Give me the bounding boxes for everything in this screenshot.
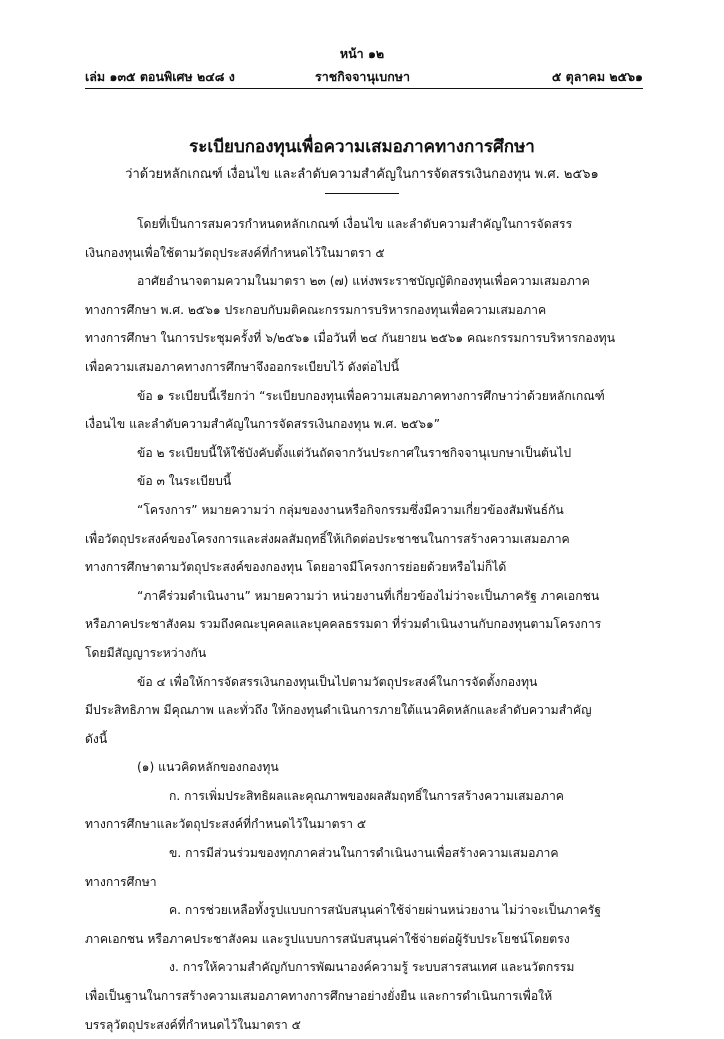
- body-line: โดยมีสัญญาระหว่างกัน: [85, 645, 207, 660]
- body-line: ค. การช่วยเหลือทั้งรูปแบบการสนับสนุนค่าใช้จ่ายผ่านหน่วยงาน ไม่ว่าจะเป็นภาครัฐ: [169, 903, 601, 918]
- body-line: ข้อ ๓ ในระเบียบนี้: [137, 474, 232, 489]
- body-line: เพื่อความเสมอภาคทางการศึกษาจึงออกระเบียบไว้ ดังต่อไปนี้: [85, 359, 400, 374]
- publication-name: ราชกิจจานุเบกษา: [315, 69, 411, 84]
- body-line: ข. การมีส่วนร่วมของทุกภาคส่วนในการดำเนินงานเพื่อสร้างความเสมอภาค: [169, 846, 559, 861]
- body-line: (๑) แนวคิดหลักของกองทุน: [137, 760, 279, 775]
- body-line: ทางการศึกษา: [85, 874, 157, 889]
- body-line: “ภาคีร่วมดำเนินงาน” หมายความว่า หน่วยงานที่เกี่ยวข้องไม่ว่าจะเป็นภาครัฐ ภาคเอกชน: [137, 588, 600, 603]
- body-line: ภาคเอกชน หรือภาคประชาสังคม และรูปแบบการสนับสนุนค่าใช้จ่ายต่อผู้รับประโยชน์โดยตรง: [85, 931, 570, 946]
- body-line: เพื่อวัตถุประสงค์ของโครงการและส่งผลสัมฤทธิ์ให้เกิดต่อประชาชนในการสร้างความเสมอภาค: [85, 531, 570, 546]
- body-line: บรรลุวัตถุประสงค์ที่กำหนดไว้ในมาตรา ๕: [85, 1017, 301, 1032]
- body-line: ทางการศึกษา ในการประชุมครั้งที่ ๖/๒๕๖๑ เมื่อวันที่ ๒๔ กันยายน ๒๕๖๑ คณะกรรมการบริหารกองทุน: [85, 331, 616, 346]
- document-body: [85, 210, 643, 1039]
- volume-issue: เล่ม ๑๓๕ ตอนพิเศษ ๒๔๘ ง: [85, 69, 235, 84]
- body-line: ง. การให้ความสำคัญกับการพัฒนาองค์ความรู้ ระบบสารสนเทศ และนวัตกรรม: [169, 960, 575, 975]
- body-line: ข้อ ๒ ระเบียบนี้ให้ใช้บังคับตั้งแต่วันถัดจากวันประกาศในราชกิจจานุเบกษาเป็นต้นไป: [137, 445, 572, 460]
- body-line: ก. การเพิ่มประสิทธิผลและคุณภาพของผลสัมฤทธิ์ในการสร้างความเสมอภาค: [169, 788, 564, 803]
- body-line: ทางการศึกษา พ.ศ. ๒๕๖๑ ประกอบกับมติคณะกรรมการบริหารกองทุนเพื่อความเสมอภาค: [85, 302, 547, 317]
- body-line: “โครงการ” หมายความว่า กลุ่มของงานหรือกิจกรรมซึ่งมีความเกี่ยวข้องสัมพันธ์กัน: [137, 502, 564, 517]
- body-line: ทางการศึกษาและวัตถุประสงค์ที่กำหนดไว้ในมาตรา ๕: [85, 817, 367, 832]
- page-number: หน้า ๑๒: [339, 46, 385, 61]
- body-line: เงินกองทุนเพื่อใช้ตามวัตถุประสงค์ที่กำหนดไว้ในมาตรา ๕: [85, 245, 385, 260]
- body-line: โดยที่เป็นการสมควรกำหนดหลักเกณฑ์ เงื่อนไข และลำดับความสำคัญในการจัดสรร: [137, 217, 573, 231]
- body-line: เงื่อนไข และลำดับความสำคัญในการจัดสรรเงินกองทุน พ.ศ. ๒๕๖๑”: [85, 417, 441, 432]
- body-line: อาศัยอำนาจตามความในมาตรา ๒๓ (๗) แห่งพระราชบัญญัติกองทุนเพื่อความเสมอภาค: [137, 274, 590, 289]
- publication-date: ๕ ตุลาคม ๒๕๖๑: [551, 69, 643, 84]
- gazette-header: [85, 67, 643, 87]
- body-line: ข้อ ๑ ระเบียบนี้เรียกว่า “ระเบียบกองทุนเพื่อความเสมอภาคทางการศึกษาว่าด้วยหลักเกณฑ์: [137, 388, 605, 403]
- body-line: เพื่อเป็นฐานในการสร้างความเสมอภาคทางการศึกษาอย่างยั่งยืน และการดำเนินการเพื่อให้: [85, 989, 553, 1004]
- title-separator: [325, 193, 399, 194]
- body-line: หรือภาคประชาสังคม รวมถึงคณะบุคคลและบุคคลธรรมดา ที่ร่วมดำเนินงานกับกองทุนตามโครงการ: [85, 617, 602, 632]
- header-rule: [85, 88, 643, 89]
- body-line: มีประสิทธิภาพ มีคุณภาพ และทั่วถึง ให้กองทุนดำเนินการภายใต้แนวคิดหลักและลำดับความสำคัญ: [85, 703, 592, 718]
- body-line: ทางการศึกษาตามวัตถุประสงค์ของกองทุน โดยอาจมีโครงการย่อยด้วยหรือไม่ก็ได้: [85, 560, 507, 575]
- body-line: ข้อ ๔ เพื่อให้การจัดสรรเงินกองทุนเป็นไปตามวัตถุประสงค์ในการจัดตั้งกองทุน: [137, 674, 538, 689]
- document-subtitle: ว่าด้วยหลักเกณฑ์ เงื่อนไข และลำดับความสำคัญในการจัดสรรเงินกองทุน พ.ศ. ๒๕๖๑: [125, 167, 599, 182]
- body-line: ดังนี้: [85, 731, 108, 746]
- document-title: ระเบียบกองทุนเพื่อความเสมอภาคทางการศึกษา: [189, 137, 535, 157]
